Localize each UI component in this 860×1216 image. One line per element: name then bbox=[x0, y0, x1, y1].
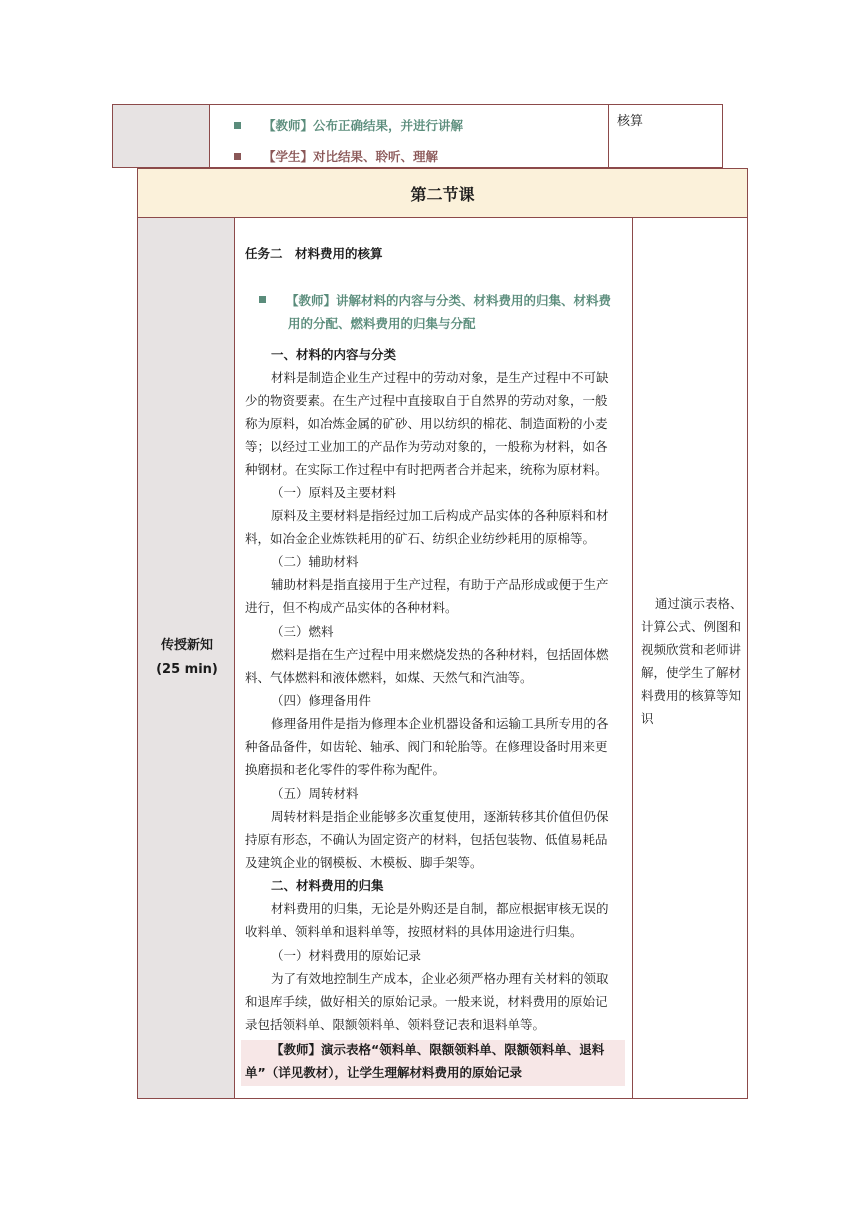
content-cell bbox=[235, 218, 632, 1099]
teacher-demo-line: 【教师】演示表格“领料单、限额领料单、限额领料单、退料 bbox=[271, 1042, 605, 1057]
task-title: 任务二 材料费用的核算 bbox=[245, 246, 383, 261]
paragraph-line: 料、气体燃料和液体燃料，如煤、天然气和汽油等。 bbox=[245, 670, 533, 685]
teacher-bullet: 【教师】公布正确结果，并进行讲解 bbox=[234, 116, 463, 134]
prev-phase-cell bbox=[112, 104, 210, 168]
paragraph-line: 种钢材。在实际工作过程中有时把两者合并起来，统称为原材料。 bbox=[245, 462, 608, 477]
paragraph-line: 等；以经过工业加工的产品作为劳动对象的，一般称为材料，如各 bbox=[245, 439, 608, 454]
prev-content-cell bbox=[210, 104, 608, 168]
teacher-demo-line: 单”（详见教材），让学生理解材料费用的原始记录 bbox=[245, 1065, 522, 1080]
heading-1: 一、材料的内容与分类 bbox=[271, 347, 397, 362]
paragraph-line: 录包括领料单、限额领料单、领料登记表和退料单等。 bbox=[245, 1017, 546, 1032]
paragraph-line: 原料及主要材料是指经过加工后构成产品实体的各种原料和材 bbox=[271, 508, 609, 523]
phase-duration: (25 min) bbox=[156, 662, 218, 677]
phase-cell bbox=[137, 218, 235, 1099]
teacher-bullet-main-cont: 用的分配、燃料费用的归集与分配 bbox=[288, 316, 476, 331]
paragraph-line: 燃料是指在生产过程中用来燃烧发热的各种材料，包括固体燃 bbox=[271, 647, 609, 662]
paragraph-line: 持原有形态，不确认为固定资产的材料，包括包装物、低值易耗品 bbox=[245, 832, 608, 847]
paragraph-line: 为了有效地控制生产成本，企业必须严格办理有关材料的领取 bbox=[271, 971, 609, 986]
subheading: （五）周转材料 bbox=[271, 786, 359, 801]
paragraph-line: 和退库手续，做好相关的原始记录。一般来说，材料费用的原始记 bbox=[245, 994, 608, 1009]
paragraph-line: 换磨损和老化零件的零件称为配件。 bbox=[245, 762, 446, 777]
paragraph-line: 种备品备件，如齿轮、轴承、阀门和轮胎等。在修理设备时用来更 bbox=[245, 739, 608, 754]
subheading: （一）原料及主要材料 bbox=[271, 485, 397, 500]
prev-purpose-text: 核算 bbox=[617, 114, 644, 129]
purpose-text: 通过演示表格、计算公式、例图和视频欣赏和老师讲解，使学生了解材料费用的核算等知识 bbox=[641, 596, 743, 726]
prev-purpose-cell bbox=[608, 104, 723, 168]
paragraph-line: 料，如冶金企业炼铁耗用的矿石、纺织企业纺纱耗用的原棉等。 bbox=[245, 531, 596, 546]
heading-2: 二、材料费用的归集 bbox=[271, 878, 384, 893]
paragraph-line: 称为原料，如冶炼金属的矿砂、用以纺织的棉花、制造面粉的小麦 bbox=[245, 416, 608, 431]
student-bullet: 【学生】对比结果、聆听、理解 bbox=[234, 147, 438, 165]
phase-label bbox=[138, 634, 236, 682]
subheading: （二）辅助材料 bbox=[271, 554, 359, 569]
paragraph-line: 少的物资要素。在生产过程中直接取自于自然界的劳动对象，一般 bbox=[245, 393, 608, 408]
teacher-bullet-main: 【教师】讲解材料的内容与分类、材料费用的归集、材料费 bbox=[259, 291, 611, 311]
paragraph-line: 周转材料是指企业能够多次重复使用，逐渐转移其价值但仍保 bbox=[271, 809, 609, 824]
paragraph-line: 进行，但不构成产品实体的各种材料。 bbox=[245, 600, 458, 615]
square-bullet-icon bbox=[259, 296, 266, 303]
subheading: （三）燃料 bbox=[271, 624, 334, 639]
paragraph-line: 及建筑企业的钢模板、木模板、脚手架等。 bbox=[245, 855, 483, 870]
paragraph-line: 材料是制造企业生产过程中的劳动对象，是生产过程中不可缺 bbox=[271, 370, 609, 385]
paragraph-line: 辅助材料是指直接用于生产过程，有助于产品形成或便于生产 bbox=[271, 577, 609, 592]
paragraph-line: 修理备用件是指为修理本企业机器设备和运输工具所专用的各 bbox=[271, 716, 609, 731]
subheading: （四）修理备用件 bbox=[271, 693, 372, 708]
purpose-cell bbox=[632, 218, 748, 1099]
paragraph-line: 收料单、领料单和退料单等，按照材料的具体用途进行归集。 bbox=[245, 924, 583, 939]
square-bullet-icon bbox=[234, 122, 241, 129]
paragraph-line: 材料费用的归集，无论是外购还是自制，都应根据审核无误的 bbox=[271, 901, 609, 916]
section-title: 第二节课 bbox=[137, 168, 748, 218]
square-bullet-icon bbox=[234, 153, 241, 160]
phase-name: 传授新知 bbox=[160, 638, 213, 653]
subheading: （一）材料费用的原始记录 bbox=[271, 948, 422, 963]
